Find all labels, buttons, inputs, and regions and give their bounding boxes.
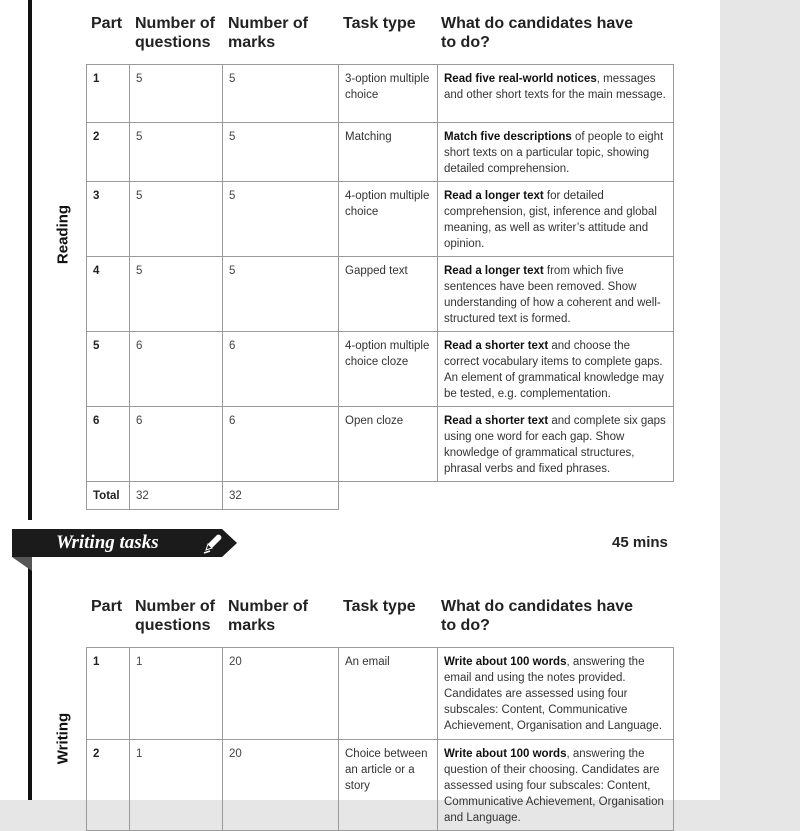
questions-cell: 5	[130, 182, 223, 257]
task-description-lead: Read a shorter text	[444, 340, 549, 352]
task-description-cell	[438, 65, 674, 123]
marks-cell: 6	[223, 332, 339, 407]
task-description-lead: Read a longer text	[444, 190, 544, 202]
writing-header-task-type: Task type	[343, 598, 416, 615]
task-description-lead: Read a shorter text	[444, 415, 549, 427]
banner-fold	[12, 557, 32, 571]
marks-cell: 20	[223, 740, 339, 831]
task-description-text: , answering the email and using the notes provided. Candidates are assessed using four subscales: Content, Communicative Achievement, Organisation and Language.	[444, 656, 663, 732]
reading-table	[86, 64, 674, 510]
pen-icon	[202, 532, 224, 554]
marks-cell: 20	[223, 648, 339, 740]
task-description-cell	[438, 648, 674, 740]
task-description-cell	[438, 257, 674, 332]
task-description-text: for detailed comprehension, gist, inference and global meaning, as well as writer’s attitude and opinion.	[444, 190, 657, 250]
total-blank-cell	[438, 482, 674, 510]
table-row	[87, 332, 674, 407]
task-type-cell: Gapped text	[339, 257, 438, 332]
part-cell: 1	[87, 648, 130, 740]
questions-cell: 1	[130, 740, 223, 831]
task-description-text: from which five sentences have been removed. Show understanding of how a coherent and well-structured text is formed.	[444, 265, 661, 325]
total-marks: 32	[223, 482, 339, 510]
header-todo-line2: to do?	[441, 34, 490, 51]
task-type-cell: 4-option multiple choice	[339, 182, 438, 257]
header-marks-line1: Number of	[228, 15, 308, 32]
part-cell: 3	[87, 182, 130, 257]
questions-cell: 6	[130, 407, 223, 482]
header-questions-line1: Number of	[135, 15, 215, 32]
writing-header-marks-line1: Number of	[228, 598, 308, 615]
writing-header-questions-line1: Number of	[135, 598, 215, 615]
table-row	[87, 65, 674, 123]
header-marks	[228, 14, 308, 52]
questions-cell: 5	[130, 123, 223, 182]
total-questions: 32	[130, 482, 223, 510]
questions-cell: 6	[130, 332, 223, 407]
task-type-cell: 3-option multiple choice	[339, 65, 438, 123]
part-cell: 5	[87, 332, 130, 407]
writing-header-part: Part	[91, 598, 123, 615]
task-description-text: of people to eight short texts on a particular topic, showing detailed comprehension.	[444, 131, 664, 175]
marks-cell: 5	[223, 65, 339, 123]
header-marks-line2: marks	[228, 34, 276, 51]
marks-cell: 5	[223, 123, 339, 182]
task-type-cell: Choice between an article or a story	[339, 740, 438, 831]
table-row	[87, 182, 674, 257]
writing-tasks-title: Writing tasks	[56, 532, 159, 553]
writing-header-todo-line2: to do?	[441, 617, 490, 634]
total-blank-cell	[339, 482, 438, 510]
task-description-cell	[438, 407, 674, 482]
task-type-cell: 4-option multiple choice cloze	[339, 332, 438, 407]
writing-header-marks-line2: marks	[228, 617, 276, 634]
writing-header-todo	[441, 597, 633, 635]
questions-cell: 5	[130, 65, 223, 123]
table-row	[87, 648, 674, 740]
task-description-cell	[438, 332, 674, 407]
part-cell: 2	[87, 740, 130, 831]
part-cell: 2	[87, 123, 130, 182]
marks-cell: 6	[223, 407, 339, 482]
task-description-lead: Read five real-world notices	[444, 73, 597, 85]
total-label: Total	[87, 482, 130, 510]
marks-cell: 5	[223, 257, 339, 332]
task-type-cell: Open cloze	[339, 407, 438, 482]
writing-header-questions	[135, 597, 215, 635]
writing-header-questions-line2: questions	[135, 617, 211, 634]
task-description-text: and choose the correct vocabulary items to complete gaps. An element of grammatical knowledge may be tested, e.g. complementation.	[444, 340, 664, 400]
header-task-type: Task type	[343, 15, 416, 32]
header-questions-line2: questions	[135, 34, 211, 51]
page-spine-bottom	[28, 560, 32, 800]
part-cell: 1	[87, 65, 130, 123]
writing-header-marks	[228, 597, 308, 635]
marks-cell: 5	[223, 182, 339, 257]
questions-cell: 5	[130, 257, 223, 332]
table-row	[87, 123, 674, 182]
task-description-cell	[438, 182, 674, 257]
header-todo	[441, 14, 633, 52]
reading-section-label: Reading	[54, 204, 72, 265]
task-description-cell	[438, 740, 674, 831]
task-type-cell: Matching	[339, 123, 438, 182]
writing-section-label: Writing	[54, 712, 72, 765]
task-description-lead: Read a longer text	[444, 265, 544, 277]
writing-table	[86, 647, 674, 831]
table-row	[87, 740, 674, 831]
task-description-text: , messages and other short texts for the main message.	[444, 73, 666, 101]
part-cell: 6	[87, 407, 130, 482]
task-description-lead: Match five descriptions	[444, 131, 572, 143]
table-row	[87, 257, 674, 332]
task-type-cell: An email	[339, 648, 438, 740]
table-row	[87, 407, 674, 482]
task-description-text: and complete six gaps using one word for each gap. Show knowledge of grammatical structures, phrasal verbs and fixed phrases.	[444, 415, 666, 475]
task-description-lead: Write about 100 words	[444, 656, 567, 668]
questions-cell: 1	[130, 648, 223, 740]
header-questions	[135, 14, 215, 52]
task-description-lead: Write about 100 words	[444, 748, 567, 760]
writing-tasks-banner	[12, 529, 236, 557]
header-todo-line1: What do candidates have	[441, 15, 634, 32]
task-description-cell	[438, 123, 674, 182]
total-row	[87, 482, 674, 510]
writing-header-todo-line1: What do candidates have	[441, 598, 634, 615]
writing-time: 45 mins	[612, 534, 668, 551]
task-description-text: , answering the question of their choosing. Candidates are assessed using four subscales: Content, Communicative Achievement, Organisation and Language.	[444, 748, 664, 824]
part-cell: 4	[87, 257, 130, 332]
header-part: Part	[91, 15, 123, 32]
page-spine-top	[28, 0, 32, 520]
